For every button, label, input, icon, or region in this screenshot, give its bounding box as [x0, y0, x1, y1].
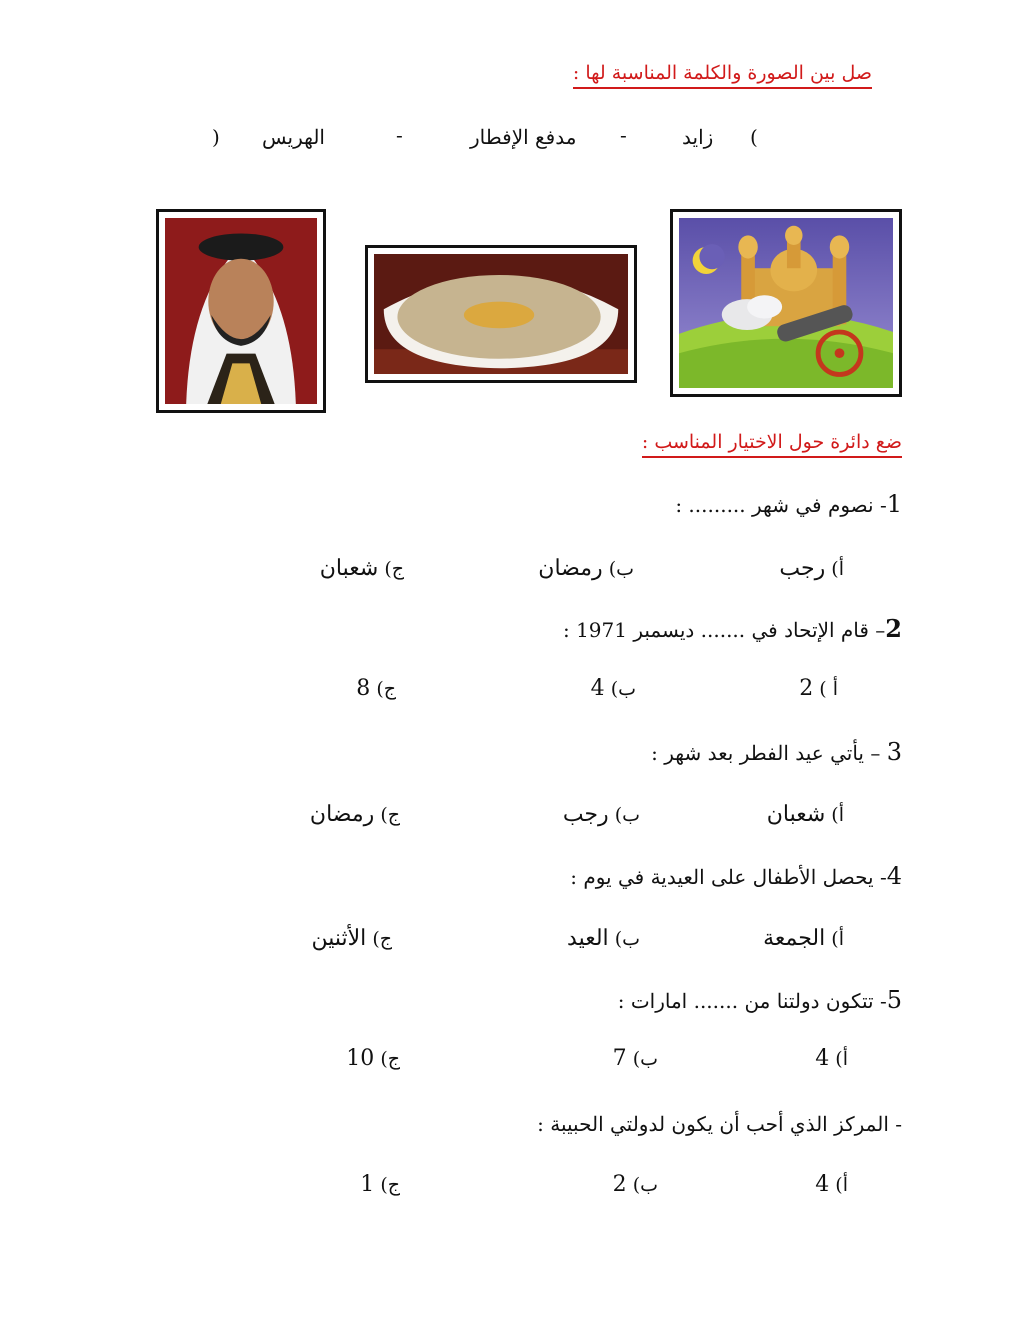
mcq-heading: ضع دائرة حول الاختيار المناسب :	[642, 431, 902, 458]
question-6	[537, 1112, 902, 1136]
question-number: 4	[886, 862, 902, 890]
question-text: يأتي عيد الفطر بعد شهر :	[651, 741, 864, 765]
question-text: المركز الذي أحب أن يكون لدولتي الحبيبة :	[537, 1112, 889, 1136]
option-value: 4	[815, 1046, 830, 1071]
option-a[interactable]	[799, 676, 838, 701]
harees-dish-illustration	[374, 254, 628, 374]
question-1	[675, 490, 902, 518]
option-value: الأثنين	[311, 926, 367, 951]
option-label: ج)	[380, 1048, 400, 1070]
option-value: 7	[612, 1046, 627, 1071]
question-4	[570, 862, 902, 890]
option-value: شعبان	[766, 802, 826, 827]
option-a[interactable]	[815, 1172, 848, 1197]
option-a[interactable]	[763, 926, 844, 951]
option-c[interactable]	[360, 1172, 400, 1197]
option-label: ب)	[610, 678, 636, 700]
option-label: أ)	[835, 1174, 848, 1196]
harees-dish-image	[365, 245, 637, 383]
option-label: أ)	[831, 928, 844, 950]
option-value: رمضان	[309, 802, 375, 827]
word-separator: -	[620, 123, 627, 147]
option-a[interactable]	[815, 1046, 848, 1071]
option-c[interactable]	[310, 802, 400, 827]
option-label: ج)	[376, 678, 396, 700]
option-c[interactable]	[320, 556, 404, 581]
option-label: أ )	[819, 678, 838, 700]
option-c[interactable]	[356, 676, 396, 701]
question-dash: –	[870, 741, 881, 765]
option-label: أ)	[835, 1048, 848, 1070]
option-label: ب)	[614, 804, 640, 826]
word-iftar-cannon: مدفع الإفطار	[470, 125, 577, 149]
option-c[interactable]	[346, 1046, 400, 1071]
option-value: الجمعة	[763, 926, 826, 951]
option-b[interactable]	[567, 926, 640, 951]
option-label: ج)	[380, 804, 400, 826]
option-label: ب)	[614, 928, 640, 950]
iftar-cannon-image	[670, 209, 902, 397]
question-2	[563, 614, 902, 643]
option-value: 4	[590, 676, 605, 701]
question-text: تتكون دولتنا من ....... امارات :	[617, 989, 874, 1013]
question-dash: -	[879, 989, 887, 1013]
option-b[interactable]	[591, 676, 636, 701]
option-value: 1	[360, 1172, 375, 1197]
sheikh-zayed-portrait	[156, 209, 326, 413]
question-number: 3	[886, 738, 902, 766]
word-bank-close-paren: )	[212, 125, 220, 149]
word-separator: -	[396, 123, 403, 147]
option-value: 2	[612, 1172, 627, 1197]
option-value: 4	[815, 1172, 830, 1197]
question-text: يحصل الأطفال على العيدية في يوم :	[570, 865, 874, 889]
iftar-cannon-illustration	[679, 218, 893, 388]
option-c[interactable]	[311, 926, 392, 951]
option-label: أ)	[831, 558, 844, 580]
option-label: ج)	[380, 1174, 400, 1196]
word-bank-open-paren: (	[750, 125, 758, 149]
option-label: ج)	[384, 558, 404, 580]
question-text: قام الإتحاد في ....... ديسمبر 1971 :	[562, 618, 869, 642]
option-a[interactable]	[779, 556, 844, 581]
option-value: شعبان	[319, 556, 379, 581]
option-value: 2	[799, 676, 814, 701]
option-label: أ)	[831, 804, 844, 826]
question-3	[651, 738, 902, 766]
option-value: رجب	[562, 802, 609, 827]
option-label: ب)	[632, 1174, 658, 1196]
option-a[interactable]	[767, 802, 844, 827]
option-b[interactable]	[613, 1172, 658, 1197]
matching-heading: صل بين الصورة والكلمة المناسبة لها :	[573, 62, 872, 89]
question-text: نصوم في شهر ......... :	[675, 493, 874, 517]
option-value: العيد	[567, 926, 609, 951]
question-dash: -	[879, 493, 887, 517]
option-value: 10	[346, 1046, 375, 1071]
option-label: ب)	[632, 1048, 658, 1070]
option-label: ج)	[372, 928, 392, 950]
word-zayed: زايد	[682, 125, 714, 149]
portrait-illustration	[165, 218, 317, 404]
option-b[interactable]	[613, 1046, 658, 1071]
option-value: رجب	[779, 556, 826, 581]
word-harees: الهريس	[262, 125, 325, 149]
question-5	[618, 986, 902, 1014]
question-dash: -	[879, 865, 887, 889]
option-value: 8	[356, 676, 371, 701]
option-b[interactable]	[563, 802, 640, 827]
question-dash: –	[875, 618, 886, 642]
option-label: ب)	[608, 558, 634, 580]
question-number: 2	[885, 614, 902, 643]
option-value: رمضان	[538, 556, 603, 581]
question-number: 5	[886, 986, 902, 1014]
question-dash: -	[895, 1112, 902, 1136]
question-number: 1	[886, 490, 902, 518]
option-b[interactable]	[538, 556, 634, 581]
